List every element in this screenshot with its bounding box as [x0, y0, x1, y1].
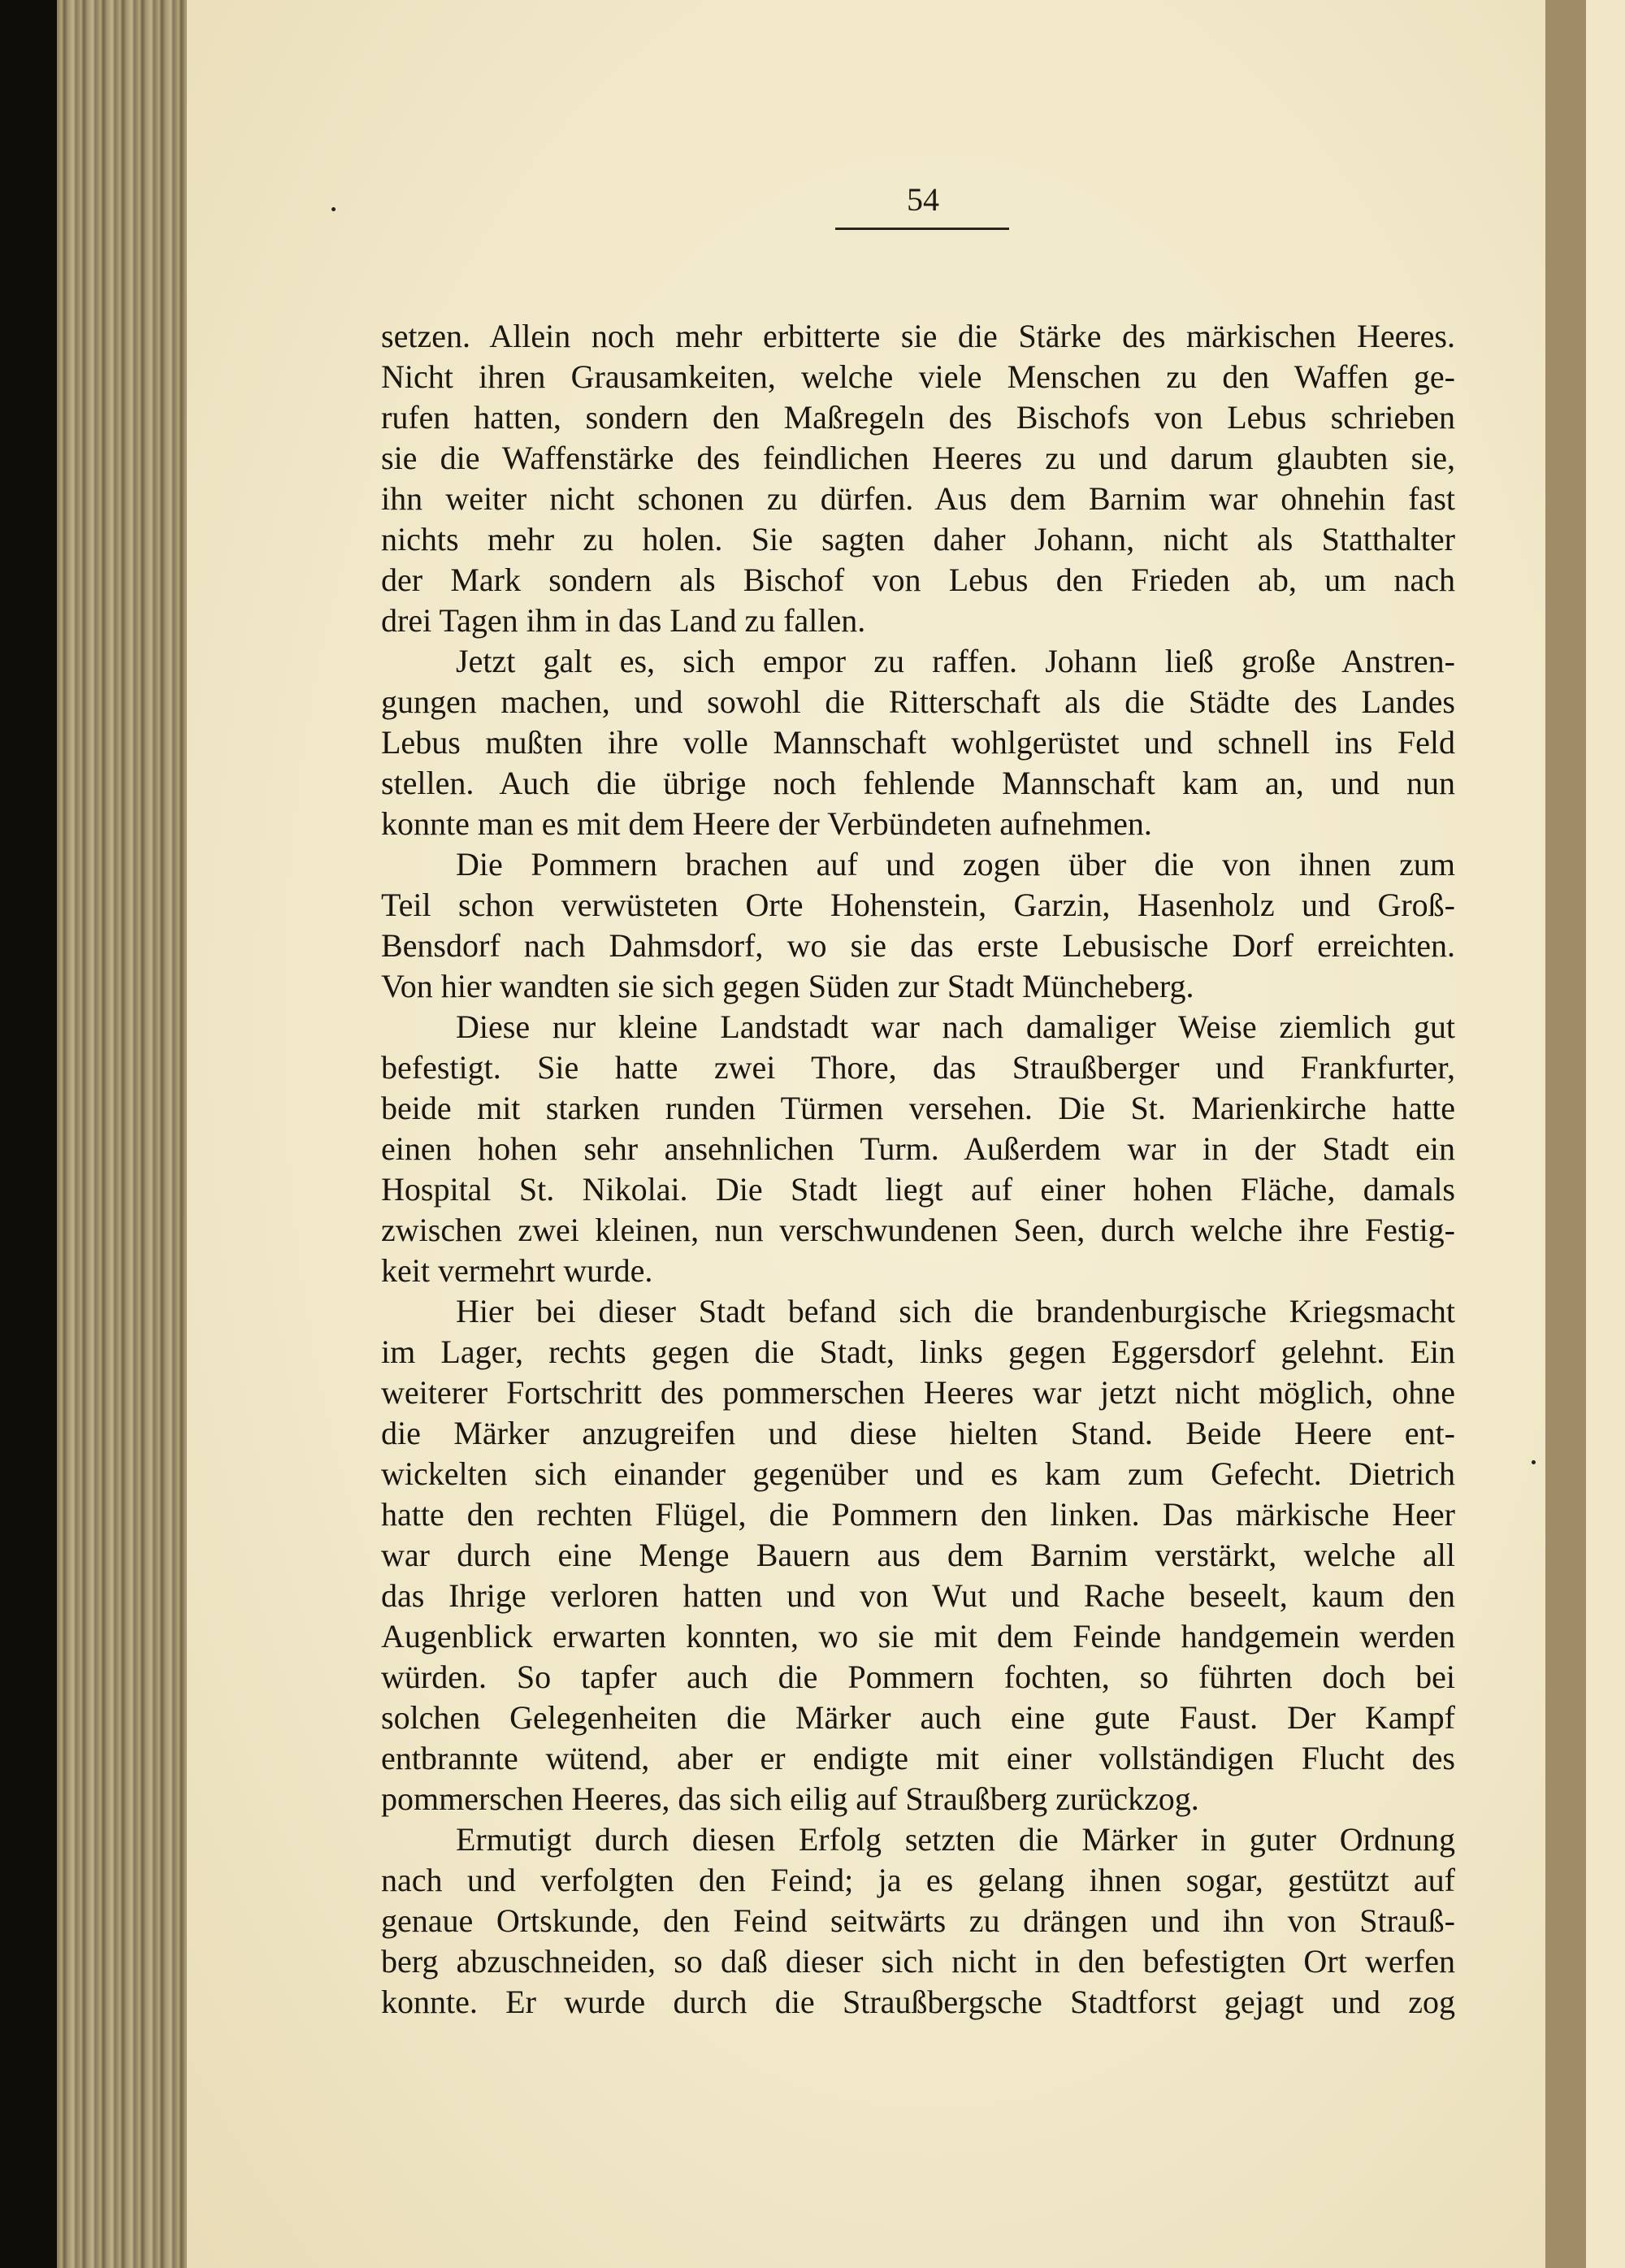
text-line: wickelten sich einander gegenüber und es kam zum Gefecht. Dietrich: [381, 1455, 1455, 1492]
text-line: das Ihrige verloren hatten und von Wut und Rache beseelt, kaum den: [381, 1577, 1455, 1614]
page-number: 54: [907, 181, 939, 218]
text-line: nach und verfolgten den Feind; ja es gelang ihnen sogar, gestützt auf: [381, 1862, 1455, 1898]
text-line: Die Pommern brachen auf und zogen über die von ihnen zum: [456, 846, 1455, 882]
body-text: [381, 316, 1455, 2023]
text-line: Jetzt galt es, sich empor zu raffen. Johann ließ große Anstren-: [456, 643, 1455, 679]
text-line: berg abzuschneiden, so daß dieser sich nicht in den befestigten Ort werfen: [381, 1943, 1455, 1980]
text-line: sie die Waffenstärke des feindlichen Heeres zu und darum glaubten sie,: [381, 440, 1455, 476]
book-binding: [0, 0, 57, 2268]
text-line: drei Tagen ihm in das Land zu fallen.: [381, 602, 866, 639]
text-line: weiterer Fortschritt des pommerschen Heeres war jetzt nicht möglich, ohne: [381, 1374, 1455, 1411]
text-line: konnte man es mit dem Heere der Verbündeten aufnehmen.: [381, 805, 1152, 842]
text-line: hatte den rechten Flügel, die Pommern den linken. Das märkische Heer: [381, 1496, 1455, 1533]
ink-speck: [1532, 1460, 1536, 1464]
text-line: rufen hatten, sondern den Maßregeln des Bischofs von Lebus schrieben: [381, 399, 1455, 436]
text-line: beide mit starken runden Türmen versehen. Die St. Marienkirche hatte: [381, 1090, 1455, 1126]
ink-speck: [332, 207, 336, 211]
text-line: Hospital St. Nikolai. Die Stadt liegt auf einer hohen Fläche, damals: [381, 1171, 1455, 1208]
right-cover-edge: [1545, 0, 1586, 2268]
text-line: stellen. Auch die übrige noch fehlende Mannschaft kam an, und nun: [381, 765, 1455, 801]
text-line: pommerschen Heeres, das sich eilig auf Straußberg zurückzog.: [381, 1780, 1199, 1817]
text-line: setzen. Allein noch mehr erbitterte sie die Stärke des märkischen Heeres.: [381, 318, 1455, 354]
text-line: gungen machen, und sowohl die Ritterschaft als die Städte des Landes: [381, 683, 1455, 720]
text-line: ihn weiter nicht schonen zu dürfen. Aus dem Barnim war ohnehin fast: [381, 480, 1455, 517]
text-line: Von hier wandten sie sich gegen Süden zur Stadt Müncheberg.: [381, 968, 1194, 1004]
text-line: entbrannte wütend, aber er endigte mit einer vollständigen Flucht des: [381, 1740, 1455, 1776]
text-line: Augenblick erwarten konnten, wo sie mit dem Feinde handgemein werden: [381, 1618, 1455, 1654]
page-stack-edge: [57, 0, 187, 2268]
text-line: genaue Ortskunde, den Feind seitwärts zu drängen und ihn von Strauß-: [381, 1902, 1455, 1939]
text-line: im Lager, rechts gegen die Stadt, links gegen Eggersdorf gelehnt. Ein: [381, 1333, 1455, 1370]
text-line: Ermutigt durch diesen Erfolg setzten die Märker in guter Ordnung: [456, 1821, 1455, 1858]
text-line: war durch eine Menge Bauern aus dem Barnim verstärkt, welche all: [381, 1537, 1455, 1573]
facing-page-edge: [1586, 0, 1625, 2268]
text-line: der Mark sondern als Bischof von Lebus den Frieden ab, um nach: [381, 562, 1455, 598]
text-line: Diese nur kleine Landstadt war nach damaliger Weise ziemlich gut: [456, 1008, 1455, 1045]
text-line: Lebus mußten ihre volle Mannschaft wohlgerüstet und schnell ins Feld: [381, 724, 1455, 761]
text-line: Teil schon verwüsteten Orte Hohenstein, Garzin, Hasenholz und Groß-: [381, 887, 1455, 923]
text-line: konnte. Er wurde durch die Straußbergsche Stadtforst gejagt und zog: [381, 1984, 1455, 2020]
text-line: würden. So tapfer auch die Pommern fochten, so führten doch bei: [381, 1659, 1455, 1695]
header-rule: [835, 228, 1009, 230]
text-line: Bensdorf nach Dahmsdorf, wo sie das erste Lebusische Dorf erreichten.: [381, 927, 1455, 964]
text-line: Hier bei dieser Stadt befand sich die brandenburgische Kriegsmacht: [456, 1293, 1455, 1329]
text-line: die Märker anzugreifen und diese hielten Stand. Beide Heere ent-: [381, 1415, 1455, 1451]
text-line: nichts mehr zu holen. Sie sagten daher Johann, nicht als Statthalter: [381, 521, 1455, 557]
text-line: solchen Gelegenheiten die Märker auch eine gute Faust. Der Kampf: [381, 1699, 1455, 1736]
text-line: einen hohen sehr ansehnlichen Turm. Außerdem war in der Stadt ein: [381, 1130, 1455, 1167]
text-line: Nicht ihren Grausamkeiten, welche viele Menschen zu den Waffen ge-: [381, 358, 1455, 395]
text-line: keit vermehrt wurde.: [381, 1252, 653, 1289]
text-line: zwischen zwei kleinen, nun verschwundenen Seen, durch welche ihre Festig-: [381, 1212, 1455, 1248]
text-line: befestigt. Sie hatte zwei Thore, das Straußberger und Frankfurter,: [381, 1049, 1455, 1086]
